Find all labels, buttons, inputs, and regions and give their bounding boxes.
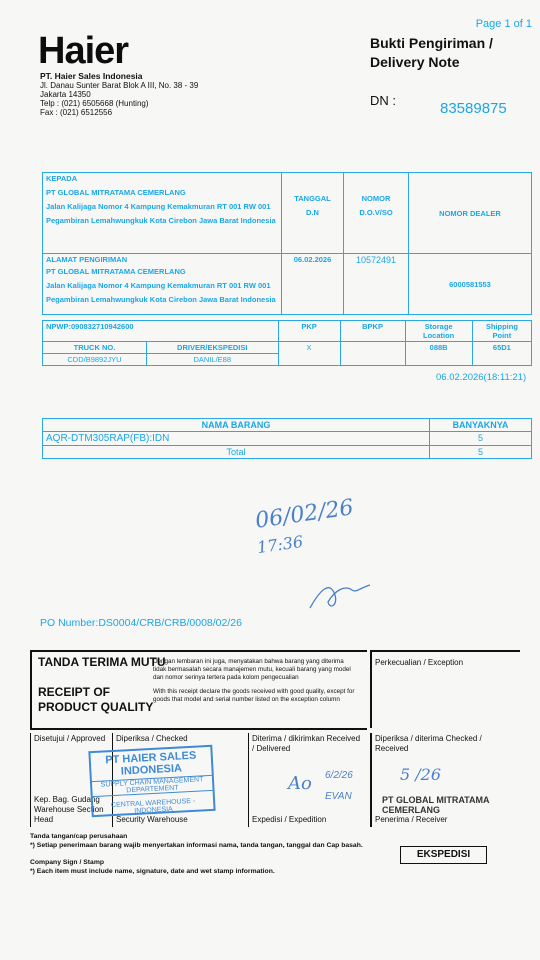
company-name: PT. Haier Sales Indonesia — [40, 71, 143, 81]
pkp-label: PKP — [278, 321, 340, 342]
consignee-address-2: Pegambiran Lemahwungkuk Kota Cirebon Jawa Barat Indonesia — [46, 216, 276, 225]
table-row — [43, 432, 532, 446]
tanggal-header — [282, 173, 344, 254]
exception-label: Perkecualian / Exception — [375, 658, 464, 667]
dealer-number: 6000581553 — [409, 254, 532, 315]
stamp-line-1: PT HAIER SALES INDONESIA — [104, 749, 197, 778]
consignee-table — [42, 172, 532, 315]
tanggal-label: TANGGAL — [294, 194, 331, 203]
sig-delivered-bottom: Expedisi / Expedition — [252, 815, 327, 824]
storage-value: 088B — [405, 342, 472, 366]
handwritten-receive-date — [325, 770, 353, 802]
receipt-title-id: TANDA TERIMA MUTU — [38, 655, 166, 669]
handwritten-signature — [300, 560, 390, 620]
driver-label: DRIVER/EKSPEDISI — [146, 342, 278, 354]
item-quantity: 5 — [430, 432, 532, 446]
note-sign-id: Tanda tangan/cap perusahaan — [30, 833, 128, 840]
sig-receiver-bottom: Penerima / Receiver — [375, 815, 448, 824]
shipping-value: 65D1 — [472, 342, 531, 366]
company-address-2: Jakarta 14350 — [40, 90, 91, 99]
receipt-title-en: RECEIPT OF PRODUCT QUALITY — [38, 685, 154, 714]
nomor-header — [344, 173, 409, 254]
dn-label: DN : — [370, 93, 396, 108]
company-logo: Haier — [38, 30, 129, 72]
stamp-line-3: CENTRAL WAREHOUSE - INDONESIA — [110, 797, 196, 815]
sig-checked-top: Diperiksa / Checked — [116, 734, 188, 743]
items-table — [42, 418, 532, 459]
receive-date: 6/2/26 — [325, 770, 353, 781]
print-timestamp: 06.02.2026(18:11:21) — [436, 372, 527, 383]
warehouse-stamp — [88, 745, 215, 817]
sig-approved-bottom: Kep. Bag. Gudang Warehouse Section Head — [34, 795, 104, 824]
receive-name: EVAN — [325, 791, 352, 802]
handwritten-date: 06/02/26 — [253, 495, 356, 534]
bpkp-value — [340, 342, 405, 366]
driver-name: DANIL/E88 — [146, 354, 278, 366]
npwp: NPWP:090832710942600 — [43, 321, 279, 342]
consignee-cell — [43, 173, 282, 254]
company-address-1: Jl. Danau Sunter Barat Blok A III, No. 38 - 39 — [40, 81, 199, 90]
sig-delivered-top: Diterima / dikirimkan Received / Delivered — [252, 734, 361, 753]
notes — [30, 832, 390, 876]
note-sign-en: Company Sign / Stamp — [30, 859, 105, 866]
shipto-date: 06.02.2026 — [282, 254, 344, 315]
receipt-text-en: With this receipt declare the goods received with good quality, except for goods that model and serial number listed on the exception column — [153, 688, 355, 703]
shipto-label: ALAMAT PENGIRIMAN — [46, 255, 128, 264]
po-number: PO Number:DS0004/CRB/CRB/0008/02/26 — [40, 617, 242, 629]
sig-checked-bottom: Security Warehouse — [116, 815, 188, 824]
note-requirement-id: *) Setiap penerimaan barang wajib menyertakan informasi nama, tanda tangan, tanggal dan Cap basah. — [30, 842, 363, 849]
nomor-sub: D.O.V/SO — [359, 208, 393, 217]
receipt-text-id: Dengan lembaran ini juga, menyatakan bahwa barang yang diterima tidak bermasalah secara manajemen mutu, kecuali barang yang model dan nomor serinya tertera pada kolom pengecualian — [153, 658, 351, 681]
shipto-nomor: 10572491 — [344, 254, 409, 315]
storage-label: Storage Location — [405, 321, 472, 342]
shipto-cell — [43, 254, 282, 315]
handwritten-receiver-signature: 5 /26 — [400, 765, 442, 784]
tanggal-sub: D.N — [306, 208, 319, 217]
total-label: Total — [43, 446, 430, 459]
copy-label: EKSPEDISI — [400, 846, 487, 864]
note-requirement-en: *) Each item must include name, signature, date and wet stamp information. — [30, 868, 275, 875]
handwritten-initials: Ao — [288, 773, 312, 794]
shipto-address-1: Jalan Kalijaga Nomor 4 Kampung Kemakmuran RT 001 RW 001 — [46, 281, 271, 290]
consignee-address-1: Jalan Kalijaga Nomor 4 Kampung Kemakmuran RT 001 RW 001 — [46, 202, 271, 211]
nomor-label: NOMOR — [361, 194, 391, 203]
bpkp-label: BPKP — [340, 321, 405, 342]
kepada-label: KEPADA — [46, 174, 78, 183]
document-title — [370, 34, 493, 72]
dn-number: 83589875 — [440, 100, 507, 117]
sig-approved-top: Disetujui / Approved — [34, 734, 106, 743]
company-info — [40, 72, 198, 117]
page-number: Page 1 of 1 — [475, 18, 532, 30]
company-fax: Fax : (021) 6512556 — [40, 108, 113, 117]
title-line-2: Delivery Note — [370, 54, 460, 70]
consignee-name: PT GLOBAL MITRATAMA CEMERLANG — [46, 188, 186, 197]
npwp-table — [42, 320, 532, 366]
shipto-address-2: Pegambiran Lemahwungkuk Kota Cirebon Jawa Barat Indonesia — [46, 295, 276, 304]
dealer-header: NOMOR DEALER — [409, 173, 532, 254]
company-phone: Telp : (021) 6505668 (Hunting) — [40, 99, 149, 108]
shipto-name: PT GLOBAL MITRATAMA CEMERLANG — [46, 267, 186, 276]
pkp-value: X — [278, 342, 340, 366]
col-quantity: BANYAKNYA — [430, 419, 532, 432]
sig-receiver-top: Diperiksa / diterima Checked / Received — [375, 734, 482, 753]
total-quantity: 5 — [430, 446, 532, 459]
shipping-label: Shipping Point — [472, 321, 531, 342]
customer-stamp: PT GLOBAL MITRATAMA CEMERLANG — [382, 795, 490, 815]
truck-number: CDD/B9892JYU — [43, 354, 147, 366]
col-item-name: NAMA BARANG — [43, 419, 430, 432]
exception-box — [370, 650, 520, 728]
stamp-line-2: SUPPLY CHAIN MANAGEMENT DEPARTEMENT — [92, 775, 213, 797]
truck-label: TRUCK NO. — [43, 342, 147, 354]
handwritten-time: 17:36 — [255, 531, 305, 558]
title-line-1: Bukti Pengiriman / — [370, 35, 493, 51]
item-name: AQR-DTM305RAP(FB):IDN — [43, 432, 430, 446]
